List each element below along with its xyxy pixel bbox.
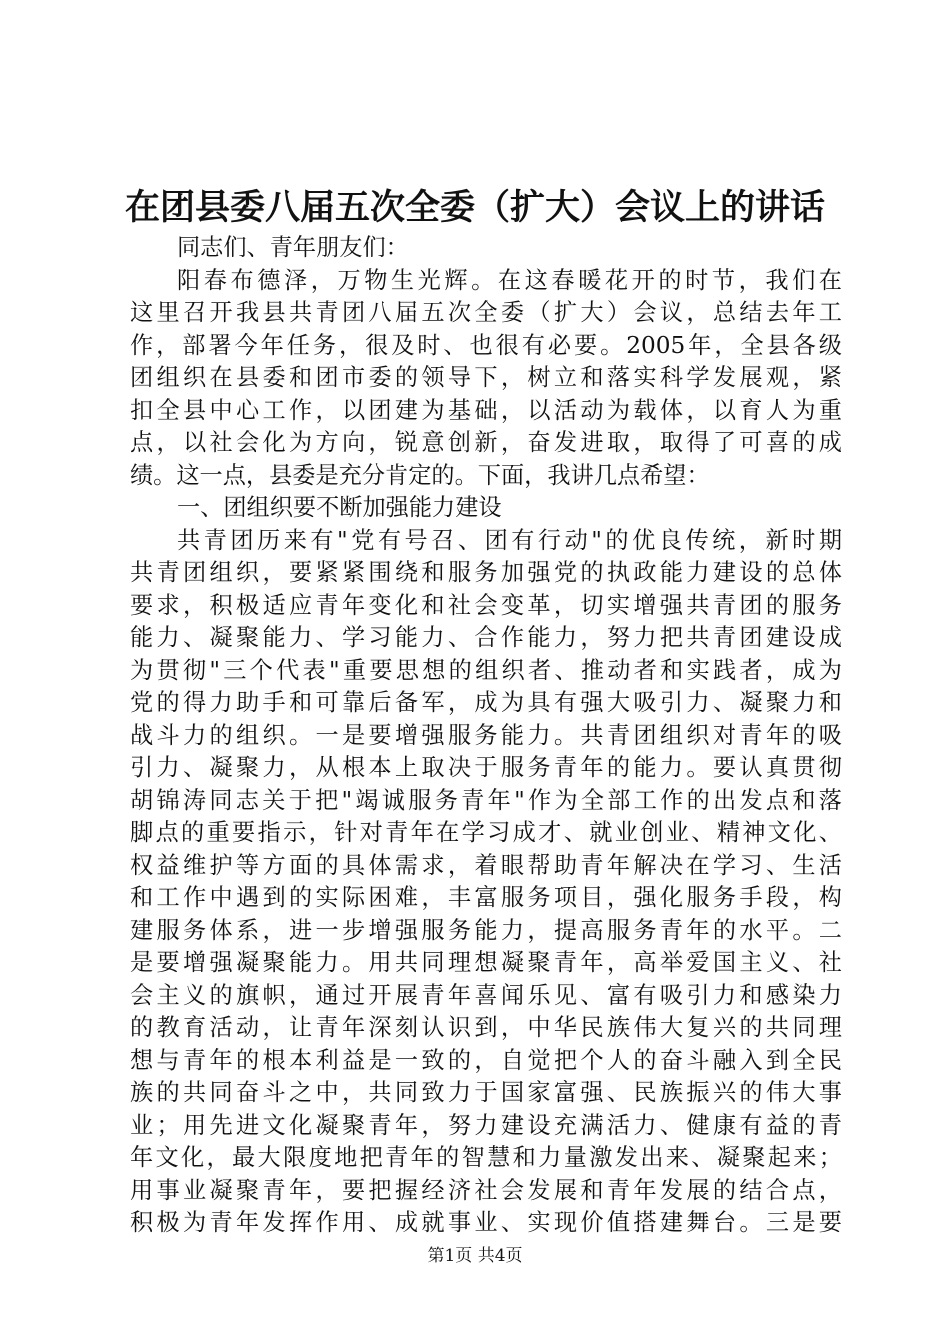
- paragraph-line: 是要增强凝聚能力。用共同理想凝聚青年，高举爱国主义、社: [130, 949, 842, 976]
- paragraph-line: 和工作中遇到的实际困难，丰富服务项目，强化服务手段，构: [130, 884, 842, 911]
- document-title: 在团县委八届五次全委（扩大）会议上的讲话: [124, 187, 825, 228]
- paragraph-line: 共青团组织，要紧紧围绕和服务加强党的执政能力建设的总体: [130, 559, 842, 586]
- paragraph-line: 要求，积极适应青年变化和社会变革，切实增强共青团的服务: [130, 591, 842, 619]
- salutation-line: 同志们、青年朋友们：: [177, 234, 409, 261]
- paragraph-line: 点，以社会化为方向，锐意创新，奋发进取，取得了可喜的成: [130, 429, 842, 456]
- paragraph-line: 权益维护等方面的具体需求，着眼帮助青年解决在学习、生活: [130, 851, 842, 879]
- paragraph-line: 这里召开我县共青团八届五次全委（扩大）会议，总结去年工: [130, 299, 842, 326]
- paragraph-line: 能力、凝聚能力、学习能力、合作能力，努力把共青团建设成: [130, 624, 842, 651]
- page-number-footer: 第1页 共4页: [427, 1246, 523, 1266]
- paragraph-line: 为贯彻"三个代表"重要思想的组织者、推动者和实践者，成为: [130, 656, 842, 684]
- paragraph-line: 共青团历来有"党有号召、团有行动"的优良传统，新时期: [177, 526, 842, 554]
- paragraph-line: 团组织在县委和团市委的领导下，树立和落实科学发展观，紧: [130, 364, 842, 391]
- paragraph-line: 脚点的重要指示，针对青年在学习成才、就业创业、精神文化、: [130, 819, 842, 846]
- paragraph-line: 阳春布德泽，万物生光辉。在这春暖花开的时节，我们在: [177, 266, 842, 294]
- section-heading: 一、团组织要不断加强能力建设: [177, 494, 502, 521]
- paragraph-line: 绩。这一点，县委是充分肯定的。下面，我讲几点希望：: [130, 461, 710, 489]
- paragraph-line: 业；用先进文化凝聚青年，努力建设充满活力、健康有益的青: [130, 1111, 842, 1139]
- paragraph-line: 胡锦涛同志关于把"竭诚服务青年"作为全部工作的出发点和落: [130, 786, 842, 814]
- paragraph-line: 建服务体系，进一步增强服务能力，提高服务青年的水平。二: [130, 916, 842, 944]
- paragraph-line: 作，部署今年任务，很及时、也很有必要。2005年，全县各级: [130, 331, 842, 359]
- paragraph-line: 用事业凝聚青年，要把握经济社会发展和青年发展的结合点，: [130, 1176, 842, 1204]
- paragraph-line: 族的共同奋斗之中，共同致力于国家富强、民族振兴的伟大事: [130, 1079, 842, 1106]
- paragraph-line: 战斗力的组织。一是要增强服务能力。共青团组织对青年的吸: [130, 721, 842, 749]
- paragraph-line: 年文化，最大限度地把青年的智慧和力量激发出来、凝聚起来；: [130, 1144, 842, 1171]
- paragraph-line: 积极为青年发挥作用、成就事业、实现价值搭建舞台。三是要: [130, 1209, 842, 1236]
- paragraph-line: 想与青年的根本利益是一致的，自觉把个人的奋斗融入到全民: [130, 1046, 842, 1074]
- paragraph-line: 会主义的旗帜，通过开展青年喜闻乐见、富有吸引力和感染力: [130, 981, 842, 1009]
- paragraph-line: 的教育活动，让青年深刻认识到，中华民族伟大复兴的共同理: [130, 1014, 842, 1041]
- document-body: [130, 232, 842, 1240]
- paragraph-line: 扣全县中心工作，以团建为基础，以活动为载体，以育人为重: [130, 396, 842, 424]
- paragraph-line: 党的得力助手和可靠后备军，成为具有强大吸引力、凝聚力和: [130, 689, 842, 716]
- paragraph-line: 引力、凝聚力，从根本上取决于服务青年的能力。要认真贯彻: [130, 754, 842, 781]
